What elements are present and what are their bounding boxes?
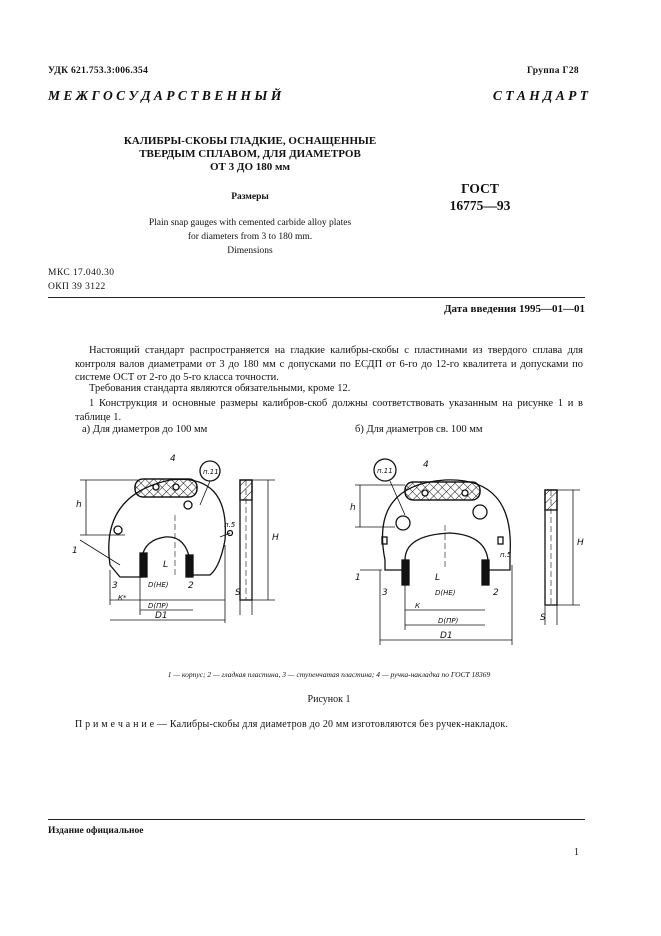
paragraph-clause-1: 1 Конструкция и основные размеры калибров-скоб должны соответствовать указанным на рисунке 1 и в таблице 1. xyxy=(75,398,583,423)
gauge-a-plate-3 xyxy=(140,553,147,577)
subfigure-b-label: б) Для диаметров св. 100 мм xyxy=(355,424,483,435)
label-b-p11: п.11 xyxy=(377,467,393,475)
english-line-2: for diameters from 3 to 180 mm. xyxy=(187,232,313,242)
paragraph-scope: Настоящий стандарт распространяется на гладкие калибры-скобы с пластинами из твердого сплава для контроля валов диаметрами от 3 до 180 мм с допусками по ЕСДП от 6-го до 12-го квалитета и допусками по системе ОСТ от 2-го до 5-го класса точности. xyxy=(75,345,583,383)
page-number: 1 xyxy=(574,847,579,858)
label-b-d1: D1 xyxy=(440,631,453,641)
gauge-a xyxy=(80,461,275,623)
label-a-dpr: D(ПР) xyxy=(148,602,169,610)
label-a-2: 2 xyxy=(188,581,194,591)
label-a-1: 1 xyxy=(72,546,78,556)
label-a-h: h xyxy=(76,500,82,510)
paragraph-mandatory: Требования стандарта являются обязательными, кроме 12. xyxy=(89,383,351,394)
sizes-label: Размеры xyxy=(231,192,269,202)
label-a-3: 3 xyxy=(112,581,118,591)
gost-number: 16775—93 xyxy=(449,198,511,213)
label-b-4: 4 xyxy=(423,460,429,470)
document-title xyxy=(80,135,420,174)
figure-1-drawing xyxy=(60,445,600,670)
udc-code: УДК 621.753.3:006.354 xyxy=(48,66,149,76)
label-a-L: L xyxy=(163,560,169,570)
label-b-dne: D(НЕ) xyxy=(435,589,456,597)
mks-code: МКС 17.040.30 xyxy=(48,268,115,278)
group-code: Группа Г28 xyxy=(527,66,579,76)
gost-label: ГОСТ xyxy=(461,181,499,196)
label-b-s: S xyxy=(540,613,546,623)
standard-heading xyxy=(48,88,588,104)
label-a-k: К* xyxy=(118,594,127,602)
standard-word-interstate: М Е Ж Г О С У Д А Р С Т В Е Н Н Ы Й xyxy=(48,88,282,103)
bottom-divider xyxy=(48,819,585,820)
label-a-4: 4 xyxy=(170,454,176,464)
label-b-dpr: D(ПР) xyxy=(438,617,459,625)
title-line-1: КАЛИБРЫ-СКОБЫ ГЛАДКИЕ, ОСНАЩЕННЫЕ xyxy=(123,135,377,147)
label-a-s: S xyxy=(235,588,241,598)
english-line-3: Dimensions xyxy=(227,246,273,256)
title-line-3: ОТ 3 ДО 180 мм xyxy=(209,161,290,173)
label-a-dne: D(НЕ) xyxy=(148,581,169,589)
label-b-3: 3 xyxy=(382,588,388,598)
label-b-1: 1 xyxy=(355,573,361,583)
label-a-H: H xyxy=(272,533,279,543)
standard-word-standard: С Т А Н Д А Р Т xyxy=(492,88,588,103)
label-a-d1: D1 xyxy=(155,611,168,621)
label-b-2: 2 xyxy=(493,588,499,598)
gauge-b xyxy=(355,459,580,645)
note-text: — Калибры-скобы для диаметров до 20 мм изготовляются без ручек-накладок. xyxy=(154,719,509,730)
note-prefix: П р и м е ч а н и е xyxy=(75,719,155,730)
figure-caption: Рисунок 1 xyxy=(307,694,351,705)
top-divider xyxy=(48,297,585,298)
gost-block xyxy=(425,180,535,214)
english-line-1: Plain snap gauges with cemented carbide alloy plates xyxy=(148,218,352,228)
label-b-k: К xyxy=(415,602,420,610)
gauge-b-plate-2 xyxy=(482,560,489,585)
label-a-p5: п.5 xyxy=(224,521,236,529)
edition-label: Издание официальное xyxy=(48,826,144,836)
title-line-2: ТВЕРДЫМ СПЛАВОМ, ДЛЯ ДИАМЕТРОВ xyxy=(139,148,361,160)
figure-legend: 1 — корпус; 2 — гладкая пластина, 3 — ступенчатая пластина; 4 — ручка-накладка по ГОСТ 18369 xyxy=(167,670,491,679)
label-b-h: h xyxy=(350,503,356,513)
effective-date: Дата введения 1995—01—01 xyxy=(443,303,585,315)
gauge-b-plate-3 xyxy=(402,560,409,585)
label-b-p5: п.5 xyxy=(500,551,512,559)
label-b-H: H xyxy=(577,538,584,548)
english-title xyxy=(80,216,420,258)
label-b-L: L xyxy=(435,573,441,583)
figure-note xyxy=(75,719,595,730)
label-a-p11: п.11 xyxy=(203,468,219,476)
subfigure-a-label: а) Для диаметров до 100 мм xyxy=(82,424,208,435)
okp-code: ОКП 39 3122 xyxy=(48,282,106,292)
gauge-a-plate-2 xyxy=(186,555,193,577)
